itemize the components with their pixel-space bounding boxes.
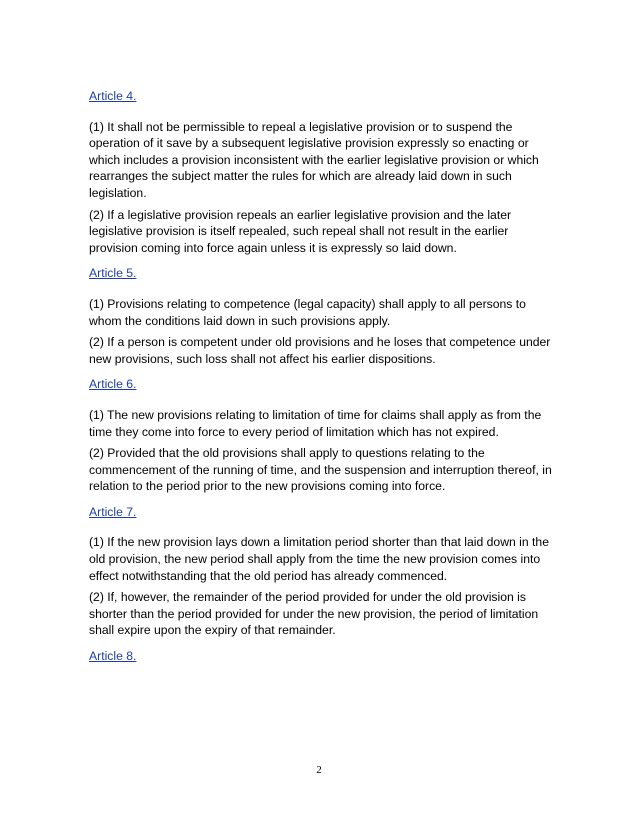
article-6-paragraph-2: (2) Provided that the old provisions shall apply to questions relating to the commencement of the running of time, and the suspension and interruption thereof, in relation to the period prior to the new provisions coming into force. <box>89 446 552 494</box>
article-4-heading[interactable]: Article 4. <box>89 89 137 103</box>
article-7-paragraph-1: (1) If the new provision lays down a limitation period shorter than that laid down in the old provision, the new period shall apply from the time the new provision comes into effect notwithstanding that the old period has already commenced. <box>89 535 549 583</box>
article-7-paragraph-2: (2) If, however, the remainder of the period provided for under the old provision is shorter than the period provided for under the new provision, the period of limitation shall expire upon the expiry of that remainder. <box>89 590 539 638</box>
article-8-heading[interactable]: Article 8. <box>89 649 137 664</box>
article-5-paragraph-2: (2) If a person is competent under old provisions and he loses that competence under new provisions, such loss shall not affect his earlier dispositions. <box>89 335 551 366</box>
article-6-heading[interactable]: Article 6. <box>89 377 137 392</box>
article-5-heading[interactable]: Article 5. <box>89 266 137 281</box>
article-4-paragraph-1: (1) It shall not be permissible to repeal a legislative provision or to suspend the operation of it save by a subsequent legislative provision expressly so enacting or which includes a provision inconsistent with the earlier legislative provision or which rearranges the subject matter the rules for which are already laid down in such legislation. <box>89 119 539 200</box>
article-5-paragraph-1: (1) Provisions relating to competence (legal capacity) shall apply to all persons to whom the conditions laid down in such provisions apply. <box>89 296 526 328</box>
article-4-paragraph-2: (2) If a legislative provision repeals an earlier legislative provision and the later legislative provision is itself repealed, such repeal shall not result in the earlier provision coming into force again unless it is expressly so laid down. <box>89 207 512 255</box>
article-7-heading[interactable]: Article 7. <box>89 504 137 519</box>
page-number: 2 <box>316 764 322 776</box>
article-6-paragraph-1: (1) The new provisions relating to limitation of time for claims shall apply as from the time they come into force to every period of limitation which has not expired. <box>89 407 542 439</box>
document-body <box>89 88 559 665</box>
